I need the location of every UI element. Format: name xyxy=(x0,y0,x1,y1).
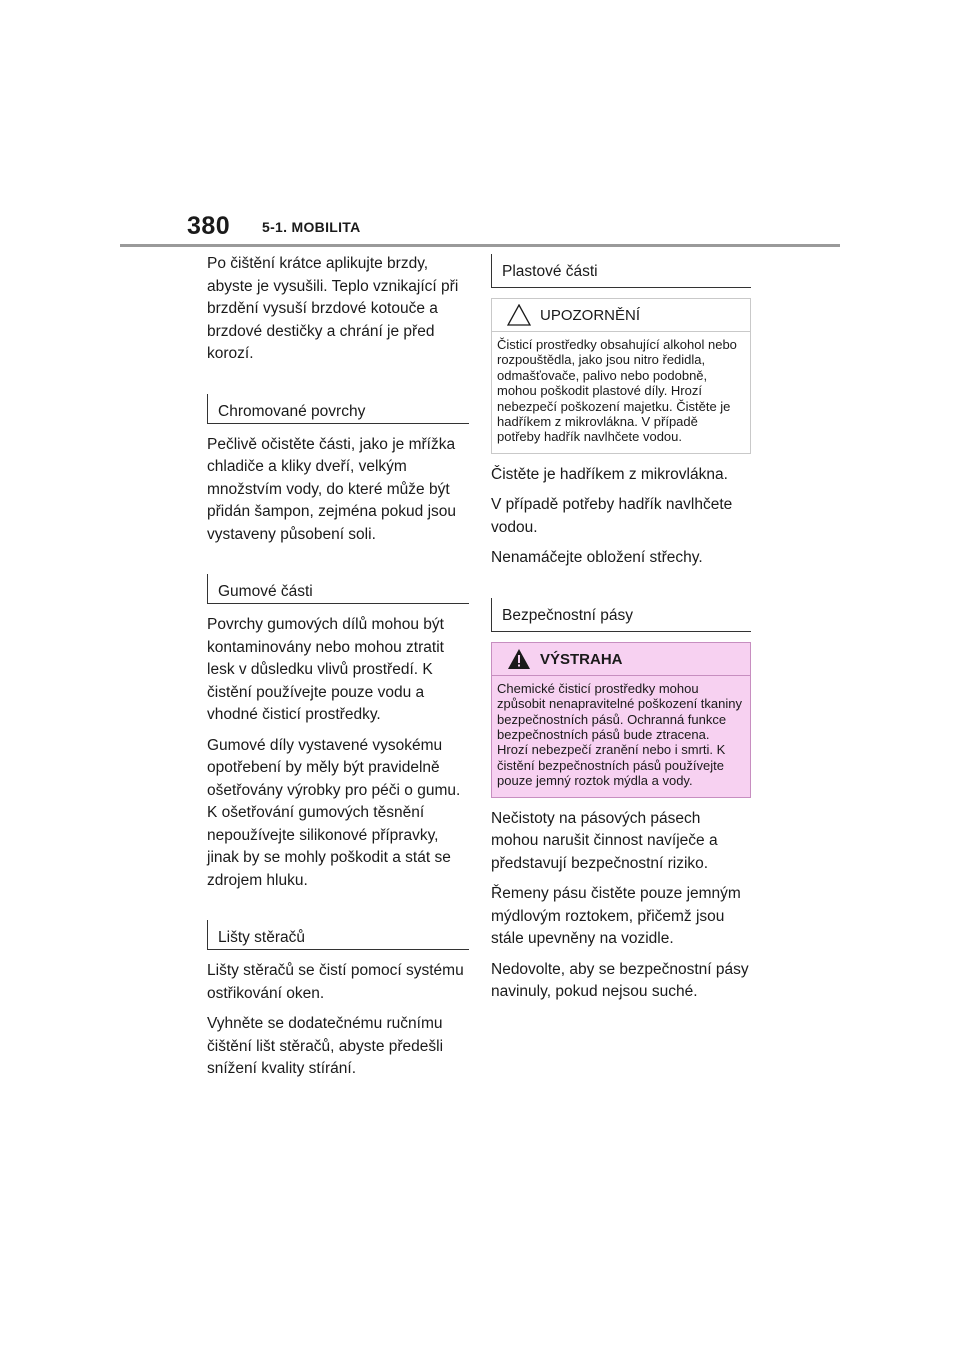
header-rule xyxy=(120,244,840,247)
plastic-paragraph-1: Čistěte je hadříkem z mikrovlákna. xyxy=(491,465,728,483)
wipers-paragraph-1: Lišty stěračů se čistí pomocí systému ostřikování oken. xyxy=(207,962,464,1002)
page-number: 380 xyxy=(187,212,231,240)
warning-title: VÝSTRAHA xyxy=(540,650,623,668)
warning-text: Chemické čisticí prostředky mohou způsobit nenapravitelné poškození tkaniny bezpečnostních pásů. Ochranná funkce bezpečnostních pásů bude ztracena. Hrozí nebezpečí zranění nebo i smrti. K čistění bezpečnostních pásů používejte pouze jemný roztok mýdla a vody. xyxy=(497,680,742,789)
chrome-paragraph: Pečlivě očistěte části, jako je mřížka chladiče a kliky dveří, velkým množstvím vody, do které může být přidán šampon, zejména pokud jsou vystaveny působení soli. xyxy=(207,435,457,543)
caution-header xyxy=(492,299,750,332)
subheading-rubber: Gumové části xyxy=(207,574,469,604)
warning-box xyxy=(491,642,751,798)
caution-triangle-icon xyxy=(507,304,531,326)
plastic-paragraph-2: V případě potřeby hadřík navlhčete vodou. xyxy=(491,496,733,536)
belts-paragraph-1: Nečistoty na pásových pásech mohou narušit činnost navíječe a představují bezpečnostní riziko. xyxy=(491,809,718,872)
subheading-plastic: Plastové části xyxy=(491,254,751,288)
warning-header xyxy=(492,643,750,676)
belts-paragraph-2: Řemeny pásu čistěte pouze jemným mýdlovým roztokem, přičemž jsou stále upevněny na vozidle. xyxy=(491,885,741,948)
wipers-paragraph-2: Vyhněte se dodatečnému ručnímu čištění lišt stěračů, abyste předešli snížení kvality stírání. xyxy=(207,1015,444,1077)
plastic-paragraph-3: Nenamáčejte obložení střechy. xyxy=(491,549,703,567)
intro-paragraph: Po čištění krátce aplikujte brzdy, abyste je vysušili. Teplo vznikající při brzdění vysuší brzdové kotouče a brzdové destičky a chrání je před korozí. xyxy=(207,255,459,362)
caution-title: UPOZORNĚNÍ xyxy=(540,307,641,324)
caution-box xyxy=(491,298,751,454)
subheading-chrome: Chromované povrchy xyxy=(207,394,469,424)
subheading-belts: Bezpečnostní pásy xyxy=(491,598,751,632)
section-title: 5-1. MOBILITA xyxy=(262,219,361,235)
subheading-wipers: Lišty stěračů xyxy=(207,920,469,950)
rubber-paragraph-1: Povrchy gumových dílů mohou být kontaminovány nebo mohou ztratit lesk v důsledku vlivů prostředí. K čistění používejte pouze vodu a vhodné čisticí prostředky. xyxy=(207,616,444,723)
belts-paragraph-3: Nedovolte, aby se bezpečnostní pásy navinuly, pokud nejsou suché. xyxy=(491,960,749,1001)
warning-triangle-icon xyxy=(507,648,531,670)
right-column xyxy=(491,254,751,1012)
left-column xyxy=(207,253,469,1089)
caution-text: Čisticí prostředky obsahující alkohol nebo rozpouštědla, jako jsou nitro ředidla, odmašťovače, palivo nebo podobně, mohou poškodit plastové díly. Hrozí nebezpečí poškození majetku. Čistěte je hadříkem z mikrovlákna. V případě potřeby hadřík navlhčete vodou. xyxy=(497,337,737,445)
rubber-paragraph-2: Gumové díly vystavené vysokému opotřebení by měly být pravidelně ošetřovány výrobky pro péči o gumu. K ošetřování gumových těsnění nepoužívejte silikonové přípravky, jinak by se mohly poškodit a stát se zdrojem hluku. xyxy=(207,736,461,889)
